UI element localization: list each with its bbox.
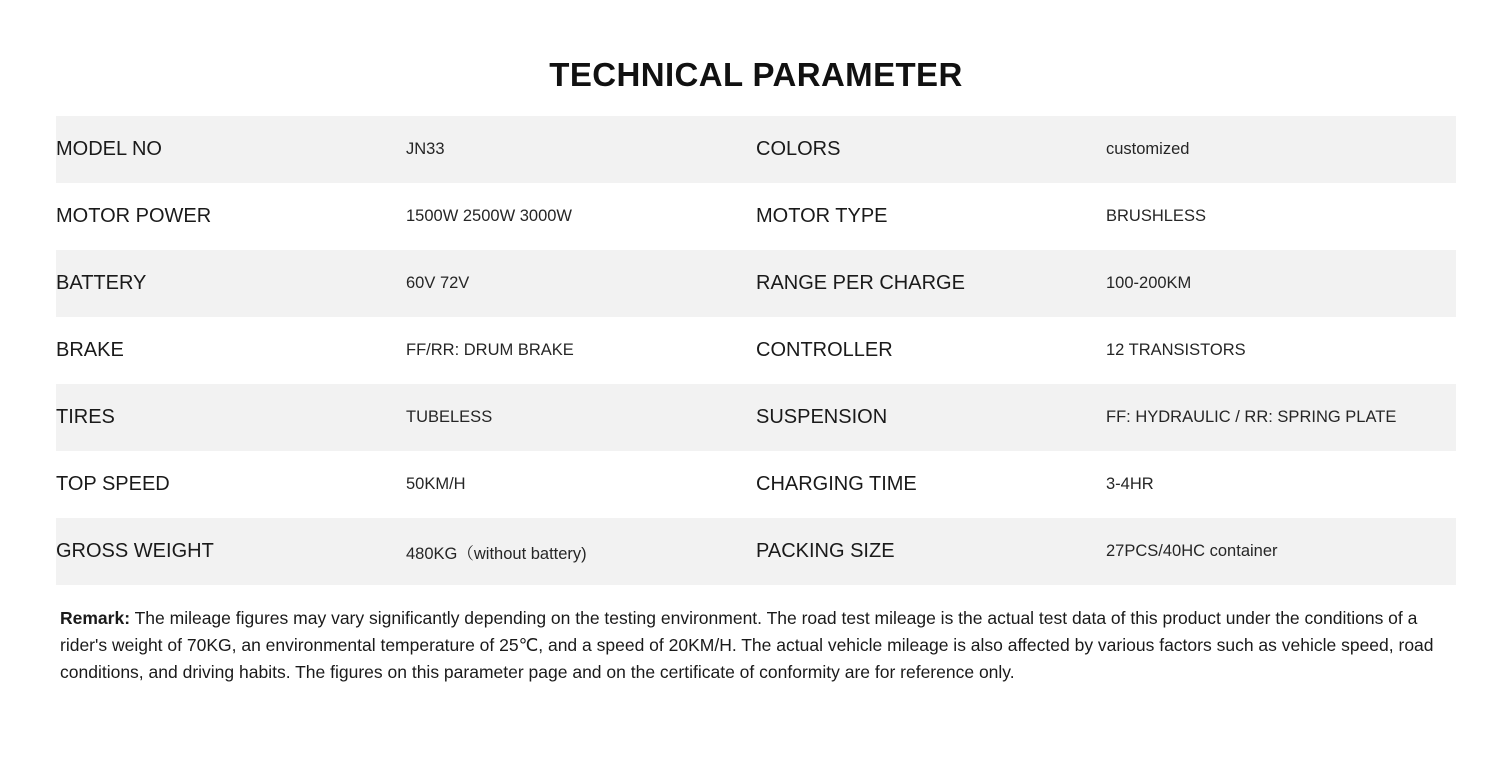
spec-label: GROSS WEIGHT xyxy=(56,540,214,562)
remark-paragraph xyxy=(56,605,1440,686)
table-row xyxy=(56,384,1456,451)
spec-value: 60V 72V xyxy=(406,274,470,292)
spec-value: 12 TRANSISTORS xyxy=(1106,341,1246,359)
spec-label: BATTERY xyxy=(56,272,147,294)
table-row xyxy=(56,250,1456,317)
table-row xyxy=(56,317,1456,384)
spec-value: JN33 xyxy=(406,140,445,158)
spec-label: COLORS xyxy=(756,138,841,160)
spec-label: MOTOR POWER xyxy=(56,205,212,227)
spec-label: TOP SPEED xyxy=(56,473,170,495)
table-row xyxy=(56,451,1456,518)
technical-parameter-table xyxy=(56,116,1456,585)
table-row xyxy=(56,183,1456,250)
remark-text: The mileage figures may vary significantly depending on the testing environment. The road test mileage is the actual test data of this product under the conditions of a rider's weight of 70KG, an environmental temperature of 25℃, and a speed of 20KM/H. The actual vehicle mileage is also affected by various factors such as vehicle speed, road conditions, and driving habits. The figures on this parameter page and on the certificate of conformity are for reference only. xyxy=(60,608,1434,683)
spec-value: 50KM/H xyxy=(406,475,466,493)
spec-value: FF: HYDRAULIC / RR: SPRING PLATE xyxy=(1106,408,1397,426)
spec-label: BRAKE xyxy=(56,339,124,361)
spec-value: 480KG（without battery) xyxy=(406,544,587,563)
spec-label: TIRES xyxy=(56,406,115,428)
page-title: TECHNICAL PARAMETER xyxy=(549,56,963,93)
spec-value: 3-4HR xyxy=(1106,475,1154,493)
spec-label: CHARGING TIME xyxy=(756,473,917,495)
spec-value: TUBELESS xyxy=(406,408,493,426)
spec-label: MODEL NO xyxy=(56,138,162,160)
spec-value: 27PCS/40HC container xyxy=(1106,542,1278,560)
spec-value: FF/RR: DRUM BRAKE xyxy=(406,341,574,359)
spec-label: MOTOR TYPE xyxy=(756,205,888,227)
remark-label: Remark: xyxy=(60,608,131,628)
spec-value: BRUSHLESS xyxy=(1106,207,1206,225)
table-row xyxy=(56,518,1456,585)
spec-label: RANGE PER CHARGE xyxy=(756,272,965,294)
spec-value: 100-200KM xyxy=(1106,274,1192,292)
spec-label: SUSPENSION xyxy=(756,406,888,428)
spec-label: CONTROLLER xyxy=(756,339,893,361)
table-row xyxy=(56,116,1456,183)
spec-label: PACKING SIZE xyxy=(756,540,895,562)
spec-value: 1500W 2500W 3000W xyxy=(406,207,573,225)
spec-value: customized xyxy=(1106,140,1190,158)
